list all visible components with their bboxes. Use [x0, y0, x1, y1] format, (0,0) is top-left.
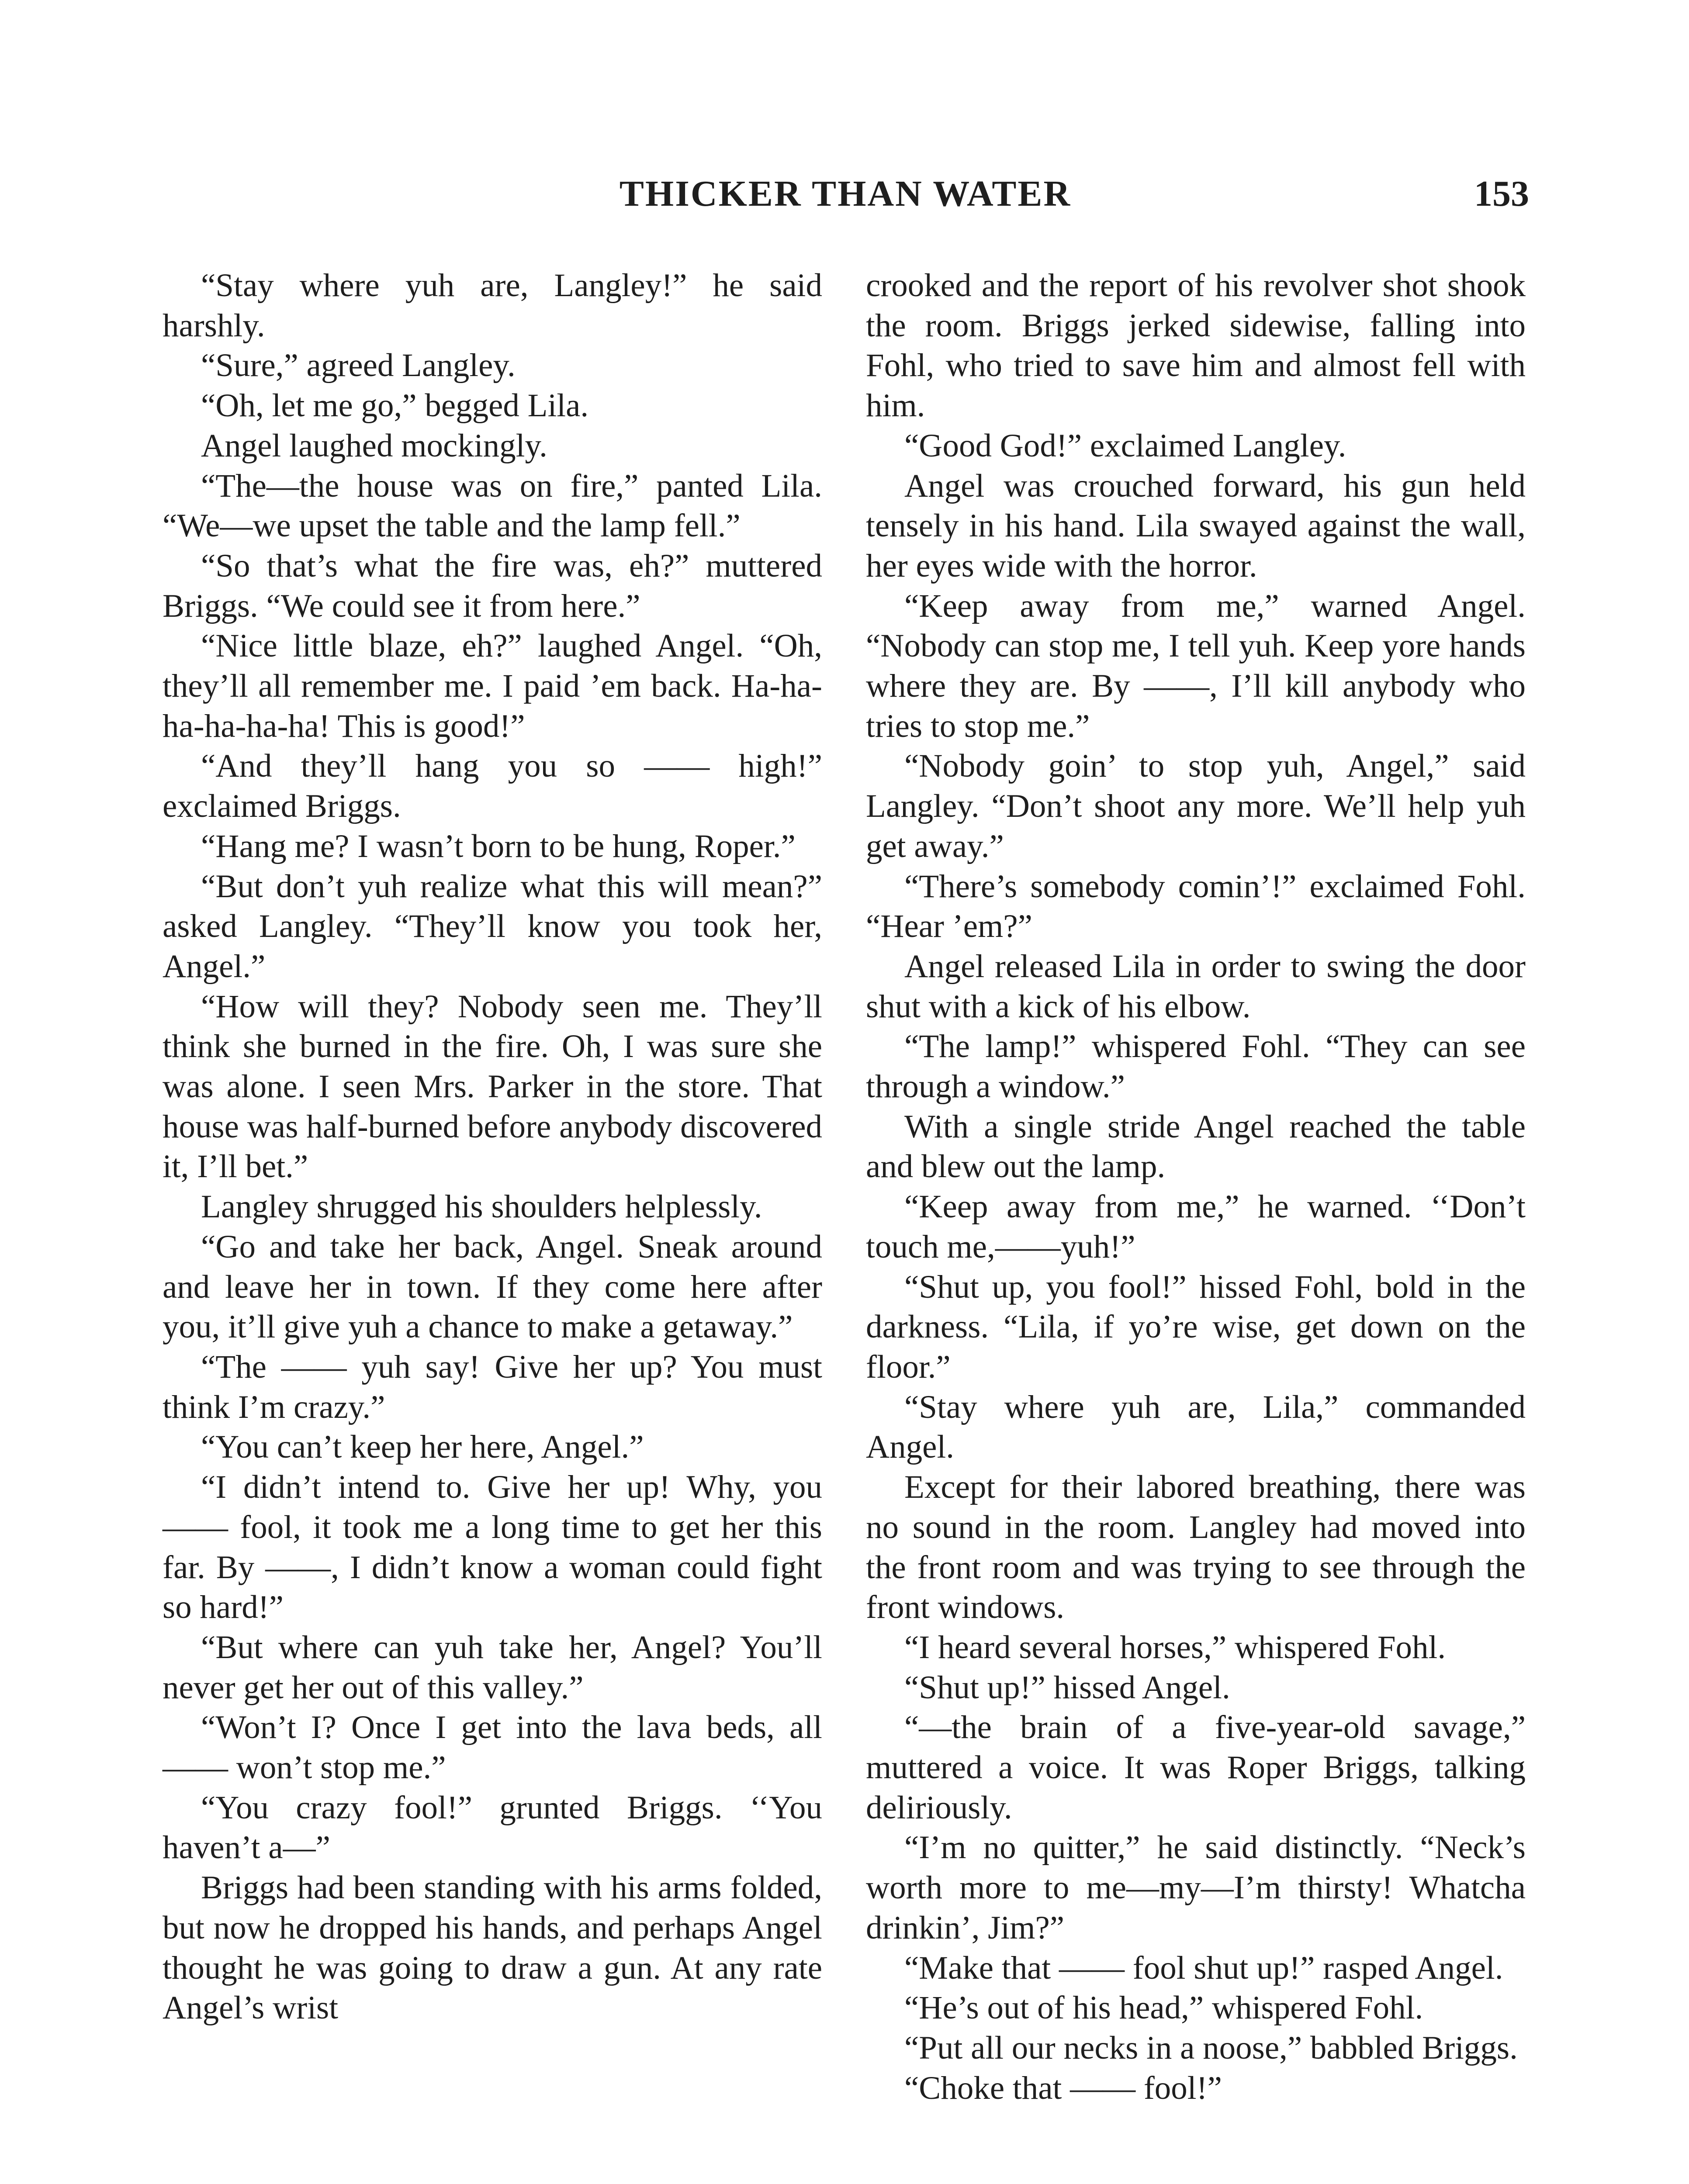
paragraph: “Stay where yuh are, Langley!” he said harshly. — [163, 267, 822, 344]
paragraph: “Make that —— fool shut up!” rasped Angel. — [904, 1949, 1503, 1986]
paragraph: “The lamp!” whispered Fohl. “They can see through a window.” — [866, 1028, 1526, 1105]
running-title: THICKER THAN WATER — [619, 173, 1072, 214]
paragraph: “Oh, let me go,” begged Lila. — [201, 387, 589, 424]
paragraph: “Keep away from me,” warned Angel. “Nobody can stop me, I tell yuh. Keep yore hands where they are. By ——, I’ll kill anybody who tries to stop me.” — [866, 587, 1526, 744]
left-column — [163, 266, 822, 2028]
paragraph: “Shut up!” hissed Angel. — [904, 1669, 1230, 1706]
paragraph: “Go and take her back, Angel. Sneak around and leave her in town. If they come here after you, it’ll give yuh a chance to make a getaway.” — [163, 1228, 822, 1345]
paragraph: “Won’t I? Once I get into the lava beds, all —— won’t stop me.” — [163, 1709, 822, 1786]
paragraph: “—the brain of a five-year-old savage,” muttered a voice. It was Roper Briggs, talking deliriously. — [866, 1709, 1526, 1826]
paragraph-continued: crooked and the report of his revolver shot shook the room. Briggs jerked sidewise, falling into Fohl, who tried to save him and almost fell with him. — [866, 267, 1526, 424]
paragraph: “Hang me? I wasn’t born to be hung, Roper.” — [201, 828, 796, 864]
paragraph: “I’m no quitter,” he said distinctly. “Neck’s worth more to me—my—I’m thirsty! Whatcha drinkin’, Jim?” — [866, 1829, 1526, 1946]
page-number: 153 — [1474, 173, 1529, 214]
paragraph: “Put all our necks in a noose,” babbled Briggs. — [904, 2029, 1518, 2066]
paragraph: “Sure,” agreed Langley. — [201, 347, 516, 384]
paragraph: “And they’ll hang you so —— high!” exclaimed Briggs. — [163, 748, 822, 825]
right-column — [866, 266, 1526, 2108]
paragraph: “The —— yuh say! Give her up? You must think I’m crazy.” — [163, 1348, 822, 1425]
paragraph: “How will they? Nobody seen me. They’ll think she burned in the fire. Oh, I was sure she was alone. I seen Mrs. Parker in the store. That house was half-burned before anybody discovered it, I’ll bet.” — [163, 988, 822, 1185]
paragraph: Briggs had been standing with his arms folded, but now he dropped his hands, and perhaps Angel thought he was going to draw a gun. At any rate Angel’s wrist — [163, 1870, 822, 2026]
paragraph: “He’s out of his head,” whispered Fohl. — [904, 1990, 1423, 2026]
paragraph: With a single stride Angel reached the table and blew out the lamp. — [866, 1108, 1526, 1185]
paragraph: “Nobody goin’ to stop yuh, Angel,” said Langley. “Don’t shoot any more. We’ll help yuh get away.” — [866, 748, 1526, 864]
paragraph: Langley shrugged his shoulders helplessly. — [201, 1189, 762, 1225]
paragraph: “Shut up, you fool!” hissed Fohl, bold in the darkness. “Lila, if yo’re wise, get down on the floor.” — [866, 1268, 1526, 1385]
paragraph: “I didn’t intend to. Give her up! Why, you —— fool, it took me a long time to get her this far. By ——, I didn’t know a woman could fight so hard!” — [163, 1469, 822, 1626]
paragraph: “Nice little blaze, eh?” laughed Angel. “Oh, they’ll all remember me. I paid ’em back. Ha-ha-ha-ha-ha-ha! This is good!” — [163, 628, 822, 744]
paragraph: Angel released Lila in order to swing the door shut with a kick of his elbow. — [866, 948, 1526, 1025]
paragraph: “Good God!” exclaimed Langley. — [904, 427, 1346, 464]
paragraph: “There’s somebody comin’!” exclaimed Fohl. “Hear ’em?” — [866, 868, 1526, 945]
paragraph: “Choke that —— fool!” — [904, 2070, 1222, 2106]
paragraph: “So that’s what the fire was, eh?” muttered Briggs. “We could see it from here.” — [163, 547, 822, 624]
paragraph: Except for their labored breathing, there was no sound in the room. Langley had moved into the front room and was trying to see through the front windows. — [866, 1469, 1526, 1626]
paragraph: “You crazy fool!” grunted Briggs. ‘‘You haven’t a—” — [163, 1789, 822, 1866]
paragraph: “Keep away from me,” he warned. ‘‘Don’t touch me,——yuh!” — [866, 1189, 1526, 1265]
paragraph: “I heard several horses,” whispered Fohl. — [904, 1629, 1446, 1666]
paragraph: “But don’t yuh realize what this will mean?” asked Langley. “They’ll know you took her, Angel.” — [163, 868, 822, 985]
page-header — [162, 173, 1529, 221]
paragraph: Angel laughed mockingly. — [201, 427, 547, 464]
paragraph: “You can’t keep her here, Angel.” — [201, 1429, 644, 1465]
paragraph: “Stay where yuh are, Lila,” commanded Angel. — [866, 1389, 1526, 1465]
paragraph: “But where can yuh take her, Angel? You’ll never get her out of this valley.” — [163, 1629, 822, 1706]
paragraph: Angel was crouched forward, his gun held tensely in his hand. Lila swayed against the wall, her eyes wide with the horror. — [866, 467, 1526, 584]
paragraph: “The—the house was on fire,” panted Lila. “We—we upset the table and the lamp fell.” — [163, 467, 822, 544]
